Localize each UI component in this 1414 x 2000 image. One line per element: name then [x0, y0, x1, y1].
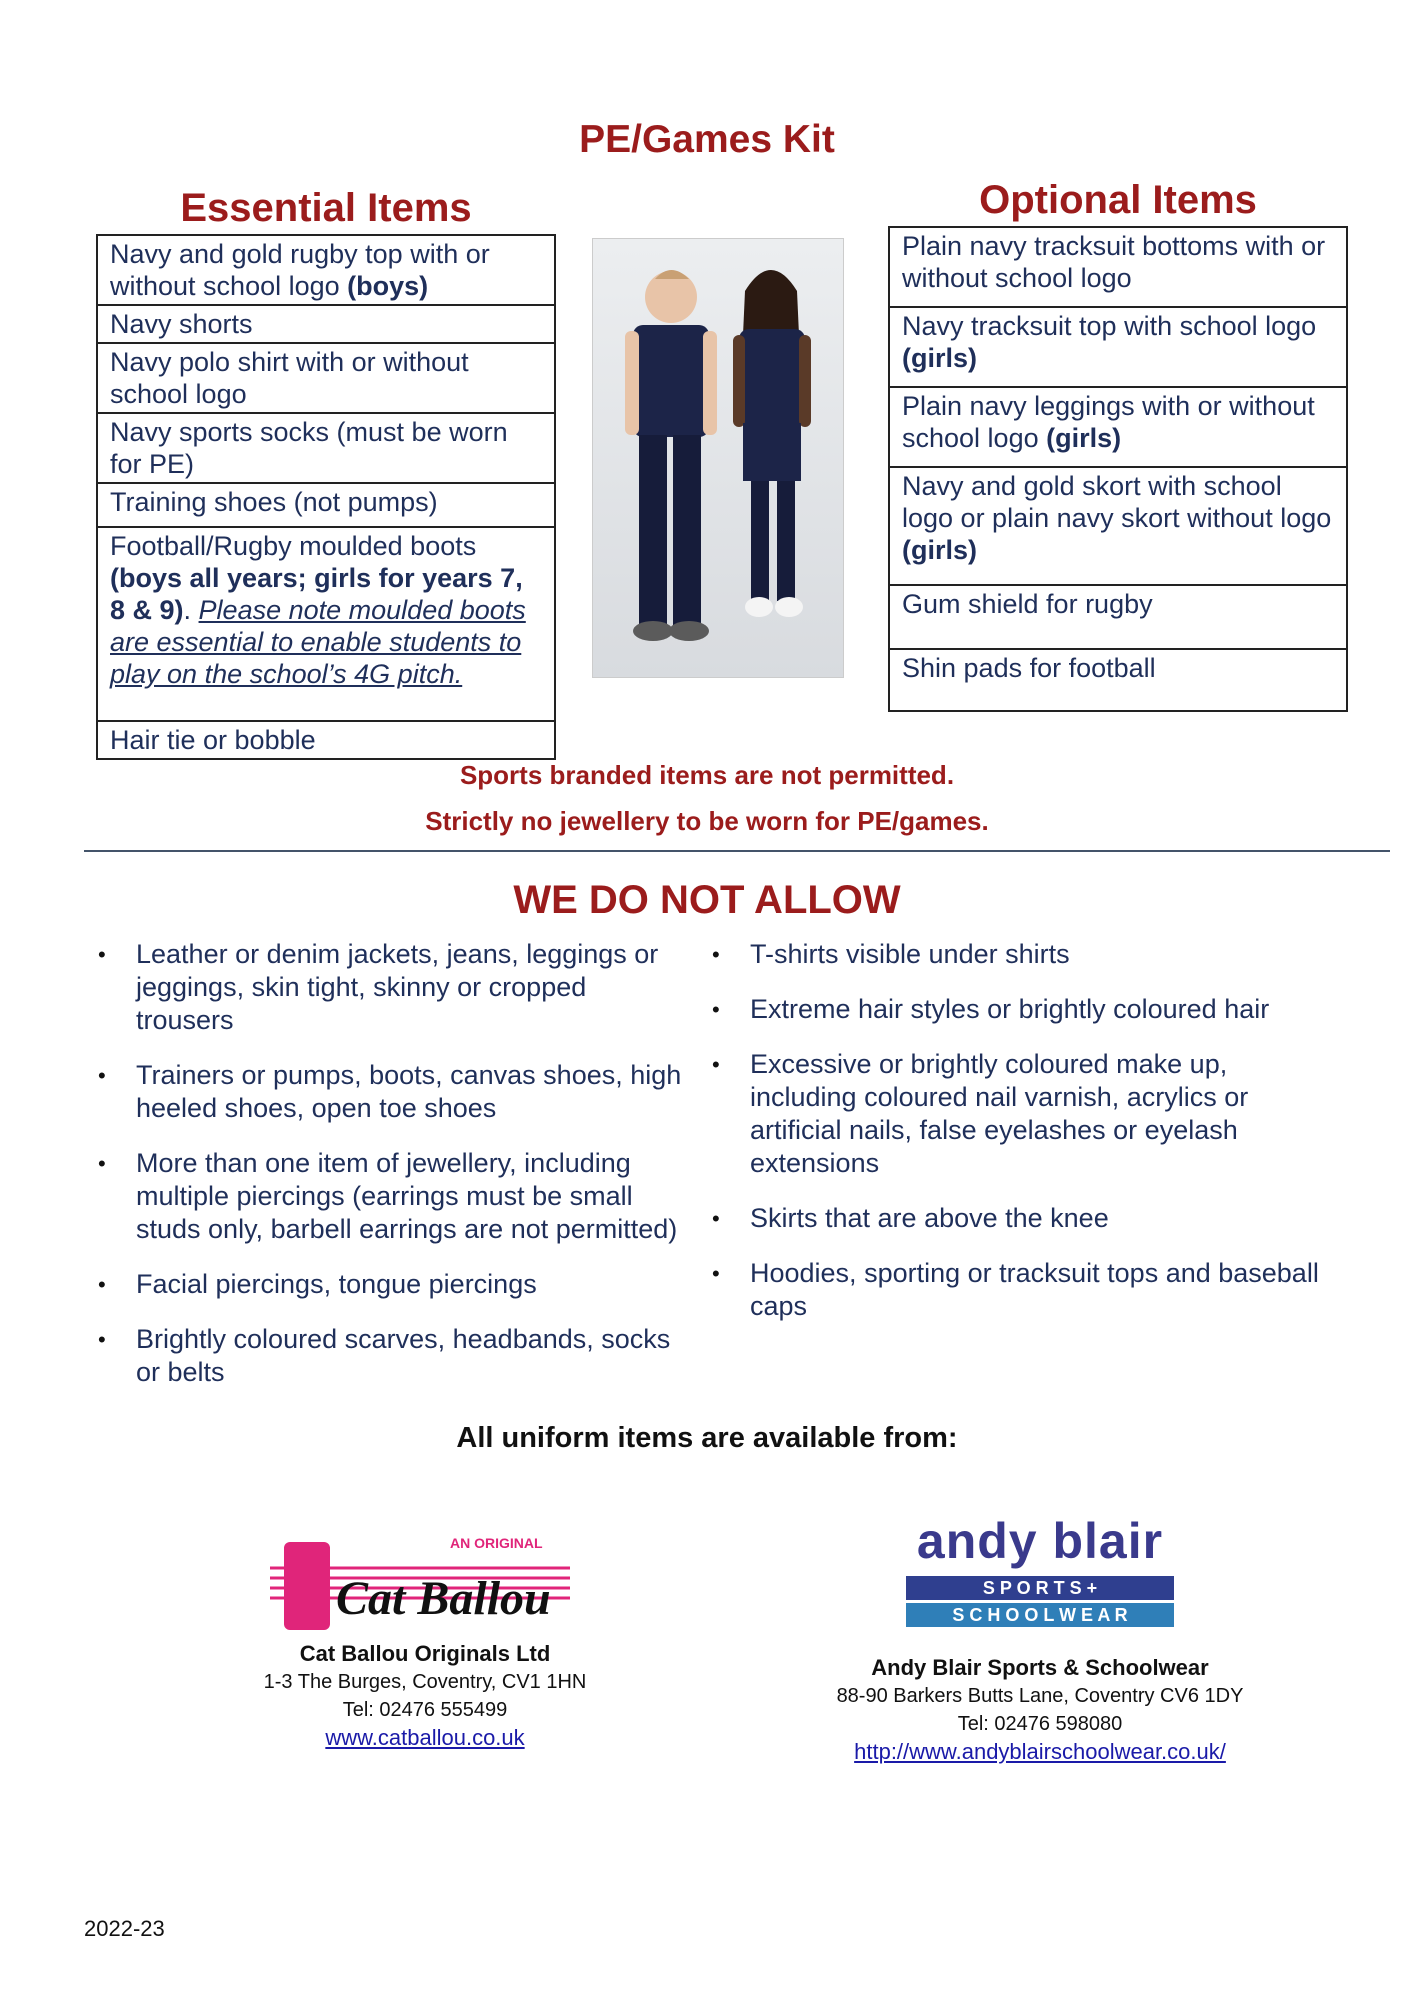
- essential-item-5: Training shoes (not pumps): [97, 483, 555, 527]
- students-illustration: [593, 239, 843, 677]
- optional-item-6: Shin pads for football: [889, 649, 1347, 711]
- essential-item-7: Hair tie or bobble: [97, 721, 555, 759]
- bullet-icon: •: [712, 997, 720, 1022]
- list-item: • Skirts that are above the knee: [712, 1203, 1109, 1233]
- essential-item-1: Navy and gold rugby top with or without school logo (boys): [97, 235, 555, 305]
- list-item: • T-shirts visible under shirts: [712, 939, 1070, 969]
- supplier-name: Andy Blair Sports & Schoolwear: [871, 1655, 1209, 1680]
- cat-ballou-logo: [270, 1528, 580, 1640]
- table-row: [97, 483, 555, 527]
- supplier-name: Cat Ballou Originals Ltd: [299, 1641, 551, 1666]
- supplier-address: 88-90 Barkers Butts Lane, Coventry CV6 1DY: [836, 1685, 1244, 1707]
- andy-blair-logo: andy blair S P O R T S + S C H O O L W E A R: [900, 1512, 1180, 1640]
- table-row: [889, 387, 1347, 467]
- pitch-note: Please note moulded boots are essential to enable students to play on the school’s 4G pitch.: [110, 595, 526, 689]
- bullet-icon: •: [712, 942, 720, 967]
- supplier-address: 1-3 The Burges, Coventry, CV1 1HN: [263, 1671, 587, 1693]
- essential-heading: Essential Items: [180, 186, 472, 230]
- essential-item-2: Navy shorts: [97, 305, 555, 343]
- optional-item-4: Navy and gold skort with school logo or plain navy skort without logo (girls): [889, 467, 1347, 585]
- table-row: [97, 305, 555, 343]
- not-allowed-heading: WE DO NOT ALLOW: [513, 878, 901, 922]
- optional-item-1: Plain navy tracksuit bottoms with or without school logo: [889, 227, 1347, 307]
- optional-item-5: Gum shield for rugby: [889, 585, 1347, 649]
- table-row: [889, 585, 1347, 649]
- svg-text:Cat Ballou: Cat Ballou: [336, 1572, 551, 1625]
- table-row: [889, 307, 1347, 387]
- list-item: • Trainers or pumps, boots, canvas shoes, high heeled shoes, open toe shoes: [98, 1060, 682, 1123]
- bullet-icon: •: [98, 1063, 106, 1088]
- list-item: • Brightly coloured scarves, headbands, socks or belts: [98, 1324, 671, 1387]
- table-row: [97, 527, 555, 721]
- supplier-tel: Tel: 02476 555499: [342, 1699, 508, 1721]
- supplier-website-link[interactable]: http://www.andyblairschoolwear.co.uk/: [854, 1739, 1226, 1764]
- footer-year: 2022-23: [84, 1916, 165, 1941]
- supplier-tel: Tel: 02476 598080: [957, 1713, 1123, 1735]
- table-row: [97, 413, 555, 483]
- essential-item-3: Navy polo shirt with or without school logo: [97, 343, 555, 413]
- table-row: [97, 721, 555, 759]
- bullet-icon: •: [98, 1151, 106, 1176]
- optional-item-2: Navy tracksuit top with school logo (girls): [889, 307, 1347, 387]
- optional-heading: Optional Items: [979, 178, 1257, 222]
- cat-ballou-details: [210, 1640, 640, 1752]
- optional-item-3: Plain navy leggings with or without school logo (girls): [889, 387, 1347, 467]
- bullet-icon: •: [98, 1327, 106, 1352]
- available-from-heading: All uniform items are available from:: [456, 1422, 958, 1454]
- table-row: [97, 343, 555, 413]
- svg-text:AN ORIGINAL: AN ORIGINAL: [450, 1535, 543, 1551]
- list-item: • Facial piercings, tongue piercings: [98, 1269, 537, 1299]
- bullet-icon: •: [712, 1052, 720, 1077]
- jewellery-warning: Strictly no jewellery to be worn for PE/games.: [425, 806, 989, 836]
- supplier-website-link[interactable]: www.catballou.co.uk: [325, 1725, 525, 1750]
- table-row: [889, 467, 1347, 585]
- list-item: • Excessive or brightly coloured make up, including coloured nail varnish, acrylics or artificial nails, false eyelashes or eyelash extensions: [712, 1049, 1249, 1178]
- page-title: PE/Games Kit: [579, 118, 835, 161]
- optional-table: [888, 226, 1348, 712]
- section-divider: [84, 850, 1390, 852]
- not-allowed-list-left: [96, 938, 686, 1411]
- list-item: • Leather or denim jackets, jeans, leggings or jeggings, skin tight, skinny or cropped trousers: [98, 939, 659, 1035]
- list-item: • Extreme hair styles or brightly coloured hair: [712, 994, 1270, 1024]
- essential-item-6: Football/Rugby moulded boots (boys all years; girls for years 7, 8 & 9). Please note moulded boots are essential to enable students to play on the school’s 4G pitch.: [97, 527, 555, 721]
- bullet-icon: •: [712, 1261, 720, 1286]
- list-item: • Hoodies, sporting or tracksuit tops and baseball caps: [712, 1258, 1319, 1321]
- table-row: [889, 649, 1347, 711]
- andy-blair-details: [800, 1654, 1280, 1766]
- list-item: • More than one item of jewellery, including multiple piercings (earrings must be small studs only, barbell earrings are not permitted): [98, 1148, 678, 1244]
- students-kit-photo: [592, 238, 844, 678]
- branded-items-warning: Sports branded items are not permitted.: [459, 760, 955, 790]
- table-row: [97, 235, 555, 305]
- bullet-icon: •: [98, 1272, 106, 1297]
- not-allowed-list-right: [710, 938, 1320, 1345]
- bullet-icon: •: [98, 942, 106, 967]
- bullet-icon: •: [712, 1206, 720, 1231]
- table-row: [889, 227, 1347, 307]
- essential-table: [96, 234, 556, 760]
- essential-item-4: Navy sports socks (must be worn for PE): [97, 413, 555, 483]
